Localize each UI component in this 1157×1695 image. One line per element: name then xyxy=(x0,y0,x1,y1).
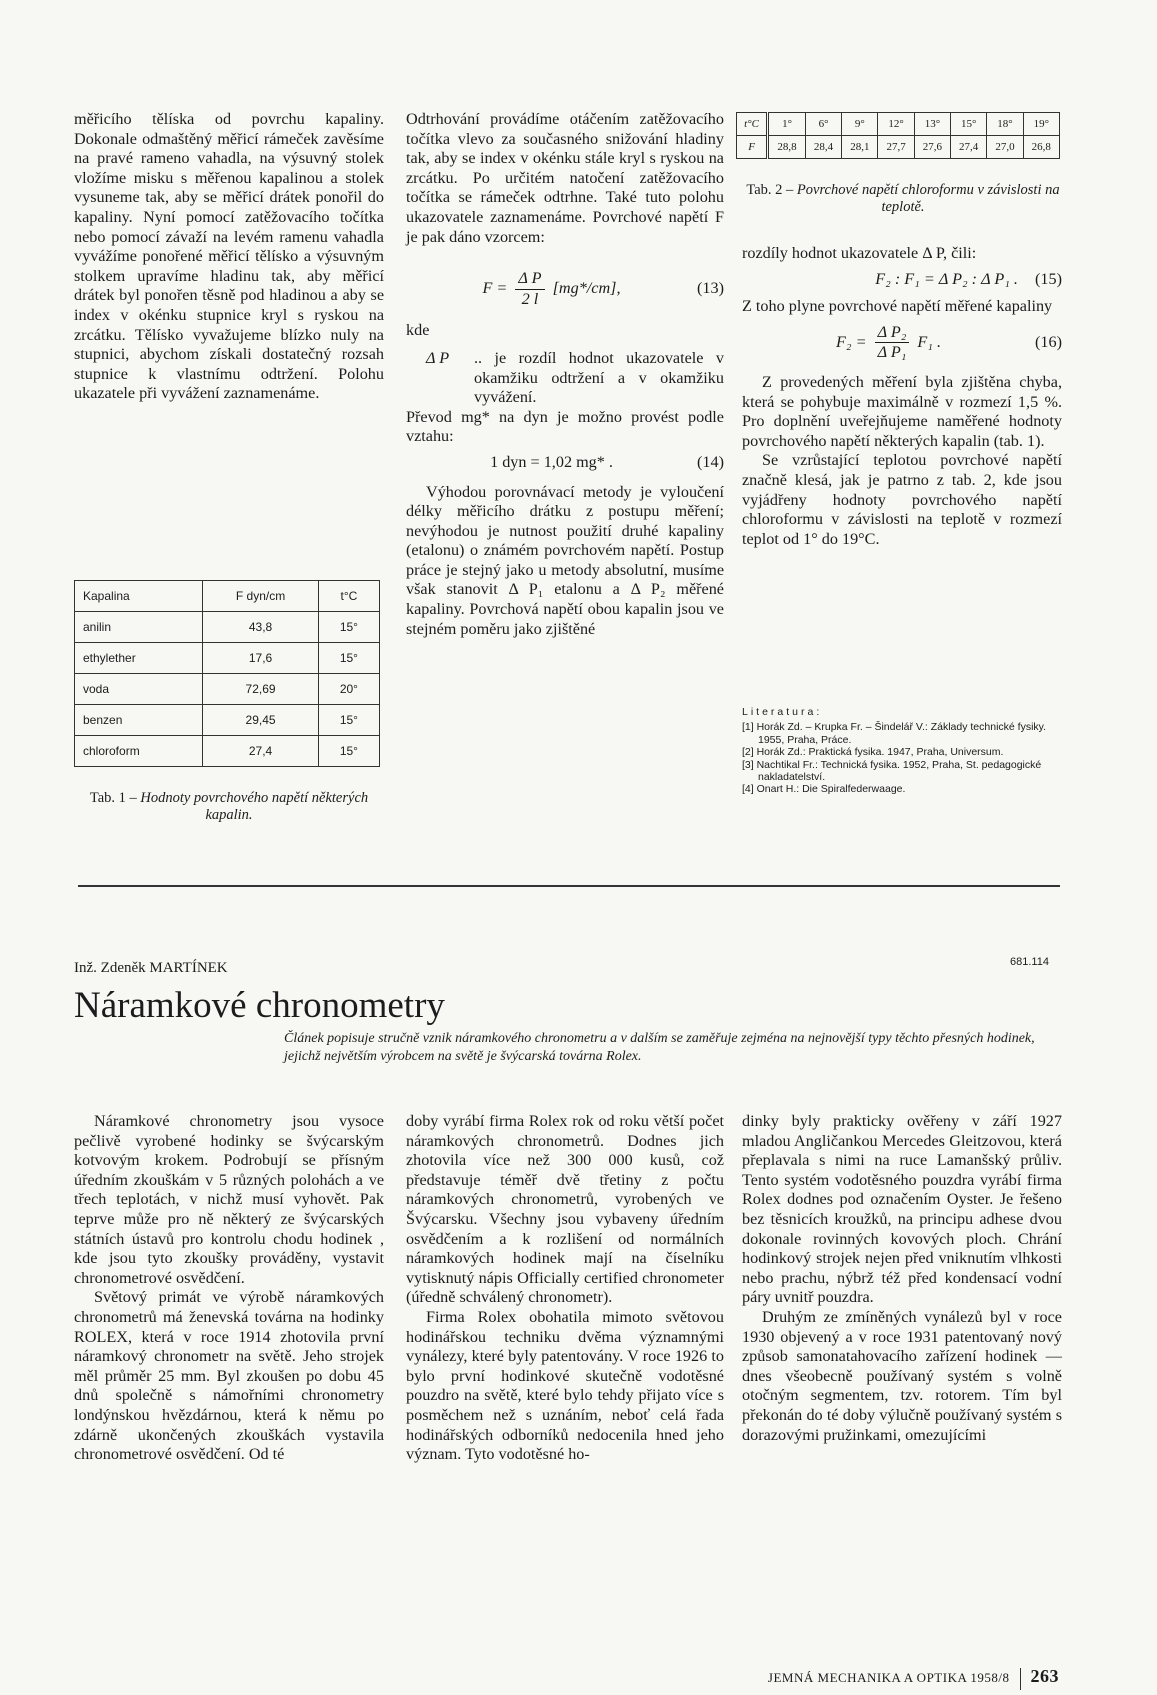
table-2-cell: 15° xyxy=(951,113,987,136)
table-2-cell: t°C xyxy=(737,113,768,136)
literature xyxy=(742,706,1062,796)
col3-p3: Z provedených měření byla zjištěna chyba, která se pohybuje maximálně v rozmezí 1,5 %. Pro doplnění uveřejňujeme naměřené hodnoty povrchového napětí některých kapalin (tab. 1). xyxy=(742,372,1062,450)
column-2 xyxy=(406,110,724,639)
table-2-row xyxy=(737,136,1060,159)
table-1-cell: 15° xyxy=(318,705,379,736)
table-2-cell: 27,0 xyxy=(987,136,1023,159)
table-1-caption-text: – Hodnoty povrchového napětí některých kapalin. xyxy=(125,790,369,823)
literature-heading: Literatura: xyxy=(742,706,823,718)
definition-text: .. je rozdíl hodnot ukazovatele v okamžiku odtržení a v okamžiku vyvážení. xyxy=(474,348,724,407)
kde-label: kde xyxy=(406,321,430,340)
literature-item: [4] Onart H.: Die Spiralfederwaage. xyxy=(742,783,906,796)
table-2-cell: 6° xyxy=(805,113,841,136)
table-1-row xyxy=(75,705,380,736)
table-2-cell: 28,8 xyxy=(768,136,806,159)
table-2-cell: 12° xyxy=(878,113,914,136)
table-2-cell: 19° xyxy=(1023,113,1059,136)
article-col3-p2: Druhým ze zmíněných vynálezů byl v roce 1930 objevený a v roce 1931 patentovaný nový způsob samonatahovacího zařízení hodinek — dnes všeobecně používaný systém s volně otočným segmentem, tzv. rotorem. Tím byl překonán do té doby výlučně používaný systém s dorazovými pružinkami, omezujícími xyxy=(742,1307,1062,1444)
literature-item: [1] Horák Zd. – Krupka Fr. – Šindelář V.: Základy technické fysiky. 1955, Praha, Práce. xyxy=(742,721,1047,746)
table-1-caption-label: Tab. 1 xyxy=(89,790,126,806)
article-col2-p1: doby vyrábí firma Rolex rok od roku větší počet náramkových chronometrů. Dodnes jich zhotovila více než 300 000 kusů, což představuje téměř dvě třetiny z počtu náramkových chronometrů, vyrobených ve Švýcarsku. Všechny jsou vybaveny úředním osvědčením a k rozlišení od normálních náramkových hodinek mají na číselníku vytisknutý nápis Officially certified chronometer (úředně schválený chronometr). xyxy=(406,1112,724,1307)
article-col1-p2: Světový primát ve výrobě náramkových chronometrů má ženevská továrna na hodinky ROLEX, která v roce 1914 zhotovila první náramkový chronometr na světě. Jeho strojek měl průměr 25 mm. Byl zkoušen po dobu 45 dnů společně s námořními chronometry londýnskou hvězdárnou, která k němu po zdárně ukončených zkouškách vystavila chronometrové osvědčení. Od té xyxy=(74,1288,384,1464)
table-2-caption-label: Tab. 2 xyxy=(746,182,783,198)
equation-13 xyxy=(406,269,724,309)
equation-16 xyxy=(742,323,1062,363)
table-2-cell: F xyxy=(737,136,768,159)
table-2-cell: 27,4 xyxy=(951,136,987,159)
table-2-cell: 27,6 xyxy=(914,136,950,159)
table-1-cell: 20° xyxy=(318,674,379,705)
table-2-cell: 28,4 xyxy=(805,136,841,159)
table-2-cell: 26,8 xyxy=(1023,136,1059,159)
col3-p4: Se vzrůstající teplotou povrchové napětí značně klesá, jak je patrno z tab. 2, kde jsou vyjádřeny hodnoty povrchového napětí chloroformu v závislosti na teplotě v rozmezí teplot od 1° do 19°C. xyxy=(742,451,1062,548)
col2-p3: Výhodou porovnávací metody je vyloučení délky měřicího drátku z postupu měření; nevýhodou je nutnost použití druhé kapaliny (etalonu) o známém povrchovém napětí. Postup práce je stejný jako u metody absolutní, musíme však stanovit Δ P₁ etalonu a Δ P₂ měřené kapaliny. Povrchová napětí obou kapalin jsou ve stejném poměru jako zjištěné xyxy=(406,482,724,638)
footer-separator xyxy=(1020,1668,1021,1690)
article-code: 681.114 xyxy=(1010,956,1049,968)
table-1-caption xyxy=(74,790,384,824)
journal-name: JEMNÁ MECHANIKA A OPTIKA 1958/8 xyxy=(767,1670,1010,1685)
table-1-row xyxy=(75,643,380,674)
table-1-cell: 15° xyxy=(318,643,379,674)
eq16-number: (16) xyxy=(1035,332,1062,351)
literature-item: [3] Nachtikal Fr.: Technická fysika. 1952, Praha, St. pedagogické nakladatelství. xyxy=(742,758,1042,784)
table-1-cell: 72,69 xyxy=(203,674,319,705)
table-1-row xyxy=(75,674,380,705)
table-1-header-row xyxy=(75,581,380,612)
table-1-cell: benzen xyxy=(75,705,203,736)
table-1-cell: 15° xyxy=(318,736,379,767)
article-col2-p2: Firma Rolex obohatila mimoto světovou hodinářskou techniku dvěma významnými vynálezy, které byly patentovány. V roce 1926 to bylo první hodinkové skutečně vodotěsné pouzdro na světě, které bylo tehdy přijato více s posměchem než s uznáním, neboť celá řada hodinářských odborníků nedocenila hned jeho význam. Tyto vodotěsné ho- xyxy=(406,1307,724,1464)
table-1-cell: Kapalina xyxy=(75,581,203,612)
eq16-numerator: Δ P₂ xyxy=(875,323,910,344)
eq13-fraction xyxy=(515,269,544,309)
table-2-row xyxy=(737,113,1060,136)
eq16-rhs: F₁ . xyxy=(917,332,942,351)
eq14-number: (14) xyxy=(697,452,724,471)
col3-p1: rozdíly hodnot ukazovatele Δ P, čili: xyxy=(742,244,977,262)
eq15-number: (15) xyxy=(1035,269,1062,288)
table-1-cell: 27,4 xyxy=(203,736,319,767)
article-col3-p1: dinky byly prakticky ověřeny v září 1927 mladou Angličankou Mercedes Gleitzovou, která přeplavala s nimi na ruce Lamanšský průliv. Tento systém vodotěsného pouzdra vyrábí firma Rolex dodnes pod označením Oyster. Je řešeno bez těsnicích kroužků, na principu adhese dvou dokonale rovinných kovových ploch. Chrání hodinkový strojek nejen před vniknutím vlhkosti nebo prachu, nýbrž též před kondensací vodní páry uvnitř pouzdra. xyxy=(742,1112,1062,1307)
eq13-denominator: 2 l xyxy=(521,289,539,308)
table-1-row xyxy=(75,736,380,767)
eq16-denominator: Δ P₁ xyxy=(877,343,907,362)
table-2-caption-text: – Povrchové napětí chloroformu v závislosti na teplotě. xyxy=(782,182,1060,215)
table-2-cell: 13° xyxy=(914,113,950,136)
eq13-number: (13) xyxy=(697,279,724,298)
page-number: 263 xyxy=(1030,1666,1059,1686)
article-title: Náramkové chronometry xyxy=(74,985,445,1026)
article-abstract: Článek popisuje stručně vznik náramkového chronometru a v dalším se zaměřuje zejména na nejnovější typy těchto přesných hodinek, jejichž největším výrobcem na světě je švýcarská továrna Rolex. xyxy=(284,1031,1035,1064)
column-1 xyxy=(74,110,384,404)
column-3 xyxy=(742,244,1062,549)
table-1-cell: anilin xyxy=(75,612,203,643)
eq14-text: 1 dyn = 1,02 mg* . xyxy=(490,452,613,471)
article-column-2 xyxy=(406,1112,724,1465)
eq16-fraction xyxy=(875,323,910,363)
table-1-cell: 43,8 xyxy=(203,612,319,643)
article-column-1 xyxy=(74,1112,384,1465)
col3-p2: Z toho plyne povrchové napětí měřené kapaliny xyxy=(742,297,1053,316)
eq13-numerator: Δ P xyxy=(515,269,544,290)
equation-15 xyxy=(742,270,1062,290)
table-1-cell: ethylether xyxy=(75,643,203,674)
table-1-cell: 29,45 xyxy=(203,705,319,736)
table-1-cell: 17,6 xyxy=(203,643,319,674)
article-author: Inž. Zdeněk MARTÍNEK xyxy=(74,960,228,976)
eq16-lhs: F₂ = xyxy=(836,332,867,351)
table-2-caption xyxy=(742,182,1064,216)
literature-item: [2] Horák Zd.: Praktická fysika. 1947, Praha, Universum. xyxy=(742,746,1004,759)
col2-p1: Odtrhování provádíme otáčením zatěžovacího točítka vlevo za současného snižování hladiny tak, aby se index v okénku stále kryl s ryskou na zrcátku. Po určitém natočení zatěžovacího točítka se rámeček odtrhne. Také tuto polohu ukazovatele zaznamenáme. Povrchové napětí F je pak dáno vzorcem: xyxy=(406,110,724,246)
section-divider xyxy=(78,885,1060,887)
table-1-cell: F dyn/cm xyxy=(203,581,319,612)
table-1-cell: chloroform xyxy=(75,736,203,767)
table-2-cell: 1° xyxy=(768,113,806,136)
table-2-cell: 27,7 xyxy=(878,136,914,159)
article-column-3 xyxy=(742,1112,1062,1445)
eq13-unit: [mg*/cm], xyxy=(552,278,621,297)
article-col1-p1: Náramkové chronometry jsou vysoce pečlivě vyrobené hodinky se švýcarským kotvovým krokem. Podrobují se přísným úředním zkouškám v 5 různých polohách a ve třech teplotách, v nichž musí vyhovět. Pak teprve může pro ně některý ze švýcarských státních ústavů pro kontrolu chodu hodinek , kde jsou tyto zkoušky prováděny, vystavit chronometrové osvědčení. xyxy=(74,1112,384,1287)
table-1-row xyxy=(75,612,380,643)
page-footer xyxy=(768,1666,1059,1690)
definition-symbol: Δ P xyxy=(426,348,450,367)
table-1 xyxy=(74,580,380,767)
table-2-cell: 28,1 xyxy=(842,136,878,159)
definition xyxy=(406,349,724,408)
eq15-text: F₂ : F₁ = Δ P₂ : Δ P₁ . xyxy=(875,269,1018,288)
table-1-cell: 15° xyxy=(318,612,379,643)
table-1-cell: voda xyxy=(75,674,203,705)
table-2 xyxy=(736,112,1060,159)
col1-text: měřicího tělíska od povrchu kapaliny. Dokonale odmaštěný měřicí rámeček zavěsíme na pravé rameno vahadla, na výsuvný stolek vložíme misku s měřenou kapalinou a stolek vysuneme tak, aby se měřicí drátek ponořil do kapaliny. Nyní pomocí zatěžovacího točítka nebo pomocí závaží na levém ramenu vahadla vyvážíme ponořené měřicí tělísko a výsuvným stolkem upravíme hladinu tak, aby měřicí drátek byl ponořen těsně pod hladinou a aby se index v okénku stupnice kryl s ryskou na zrcátku. Tělísko vyvažujeme blízko nuly na stupnici, abychom získali dostatečný rozsah stupnice k vlastnímu odtržení. Polohu ukazatele při vyvážení zaznamenáme. xyxy=(74,110,384,403)
eq13-lhs: F = xyxy=(482,278,508,297)
col2-p2: Převod mg* na dyn je možno provést podle vztahu: xyxy=(406,407,724,446)
equation-14 xyxy=(406,453,724,473)
table-1-cell: t°C xyxy=(318,581,379,612)
table-2-cell: 9° xyxy=(842,113,878,136)
table-2-cell: 18° xyxy=(987,113,1023,136)
